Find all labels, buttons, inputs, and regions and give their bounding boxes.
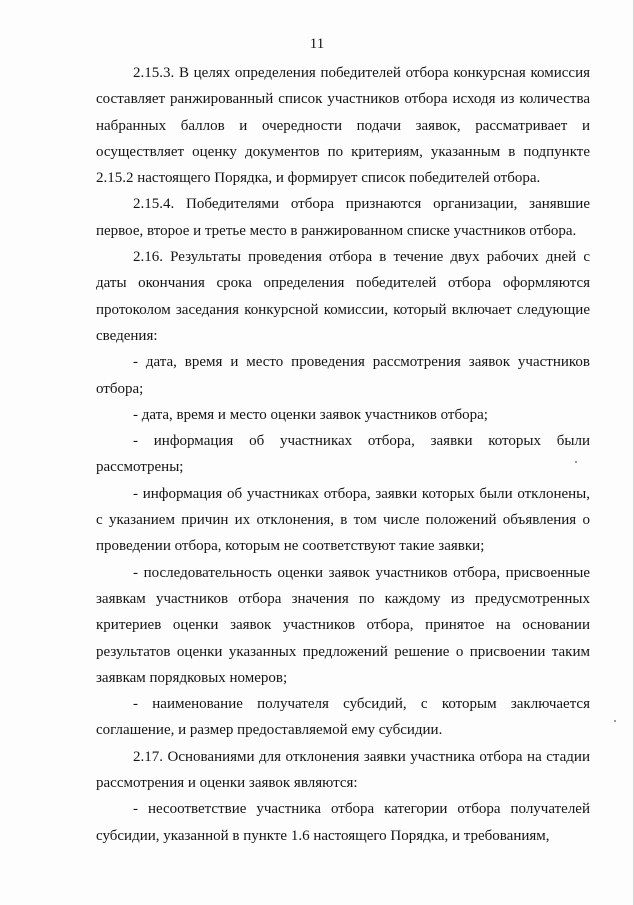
paragraph-2-16: 2.16. Результаты проведения отбора в течение двух рабочих дней с даты окончания срока определения победителей отбора оформляются протоколом заседания конкурсной комиссии, который включает следующие сведения: (96, 249, 590, 344)
list-item: - информация об участниках отбора, заявки которых были отклонены, с указанием причин их отклонения, в том числе положений объявления о проведении отбора, которым не соответствуют такие заявки; (96, 485, 590, 555)
page-number: 11 (309, 36, 325, 52)
list-item: - дата, время и место проведения рассмотрения заявок участников отбора; (96, 354, 590, 397)
scan-speck (614, 720, 616, 722)
paragraph-2-15-3: 2.15.3. В целях определения победителей отбора конкурсная комиссия составляет ранжированный список участников отбора исходя из количества набранных баллов и очередности подачи заявок, рассматривает и осуществляет оценку документов по критериям, указанным в подпункте 2.15.2 настоящего Порядка, и формирует список победителей отбора. (96, 65, 590, 187)
list-item: - последовательность оценки заявок участников отбора, присвоенные заявкам участников отбора значения по каждому из предусмотренных критериев оценки заявок участников отбора, принятое на основании результатов оценки указанных предложений решение о присвоении таким заявкам порядковых номеров; (96, 564, 590, 686)
paragraph-2-15-4: 2.15.4. Победителями отбора признаются организации, занявшие первое, второе и третье место в ранжированном списке участников отбора. (96, 196, 590, 239)
list-item: - информация об участниках отбора, заявки которых были рассмотрены; (96, 433, 590, 476)
document-body (96, 60, 590, 849)
list-item: - дата, время и место оценки заявок участников отбора; (133, 406, 488, 423)
list-item: - наименование получателя субсидий, с которым заключается соглашение, и размер предоставляемой ему субсидии. (96, 696, 590, 739)
paragraph-2-17: 2.17. Основаниями для отклонения заявки участника отбора на стадии рассмотрения и оценки заявок являются: (96, 748, 590, 792)
list-item: - несоответствие участника отбора категории отбора получателей субсидии, указанной в пункте 1.6 настоящего Порядка, и требованиям, (96, 801, 590, 844)
